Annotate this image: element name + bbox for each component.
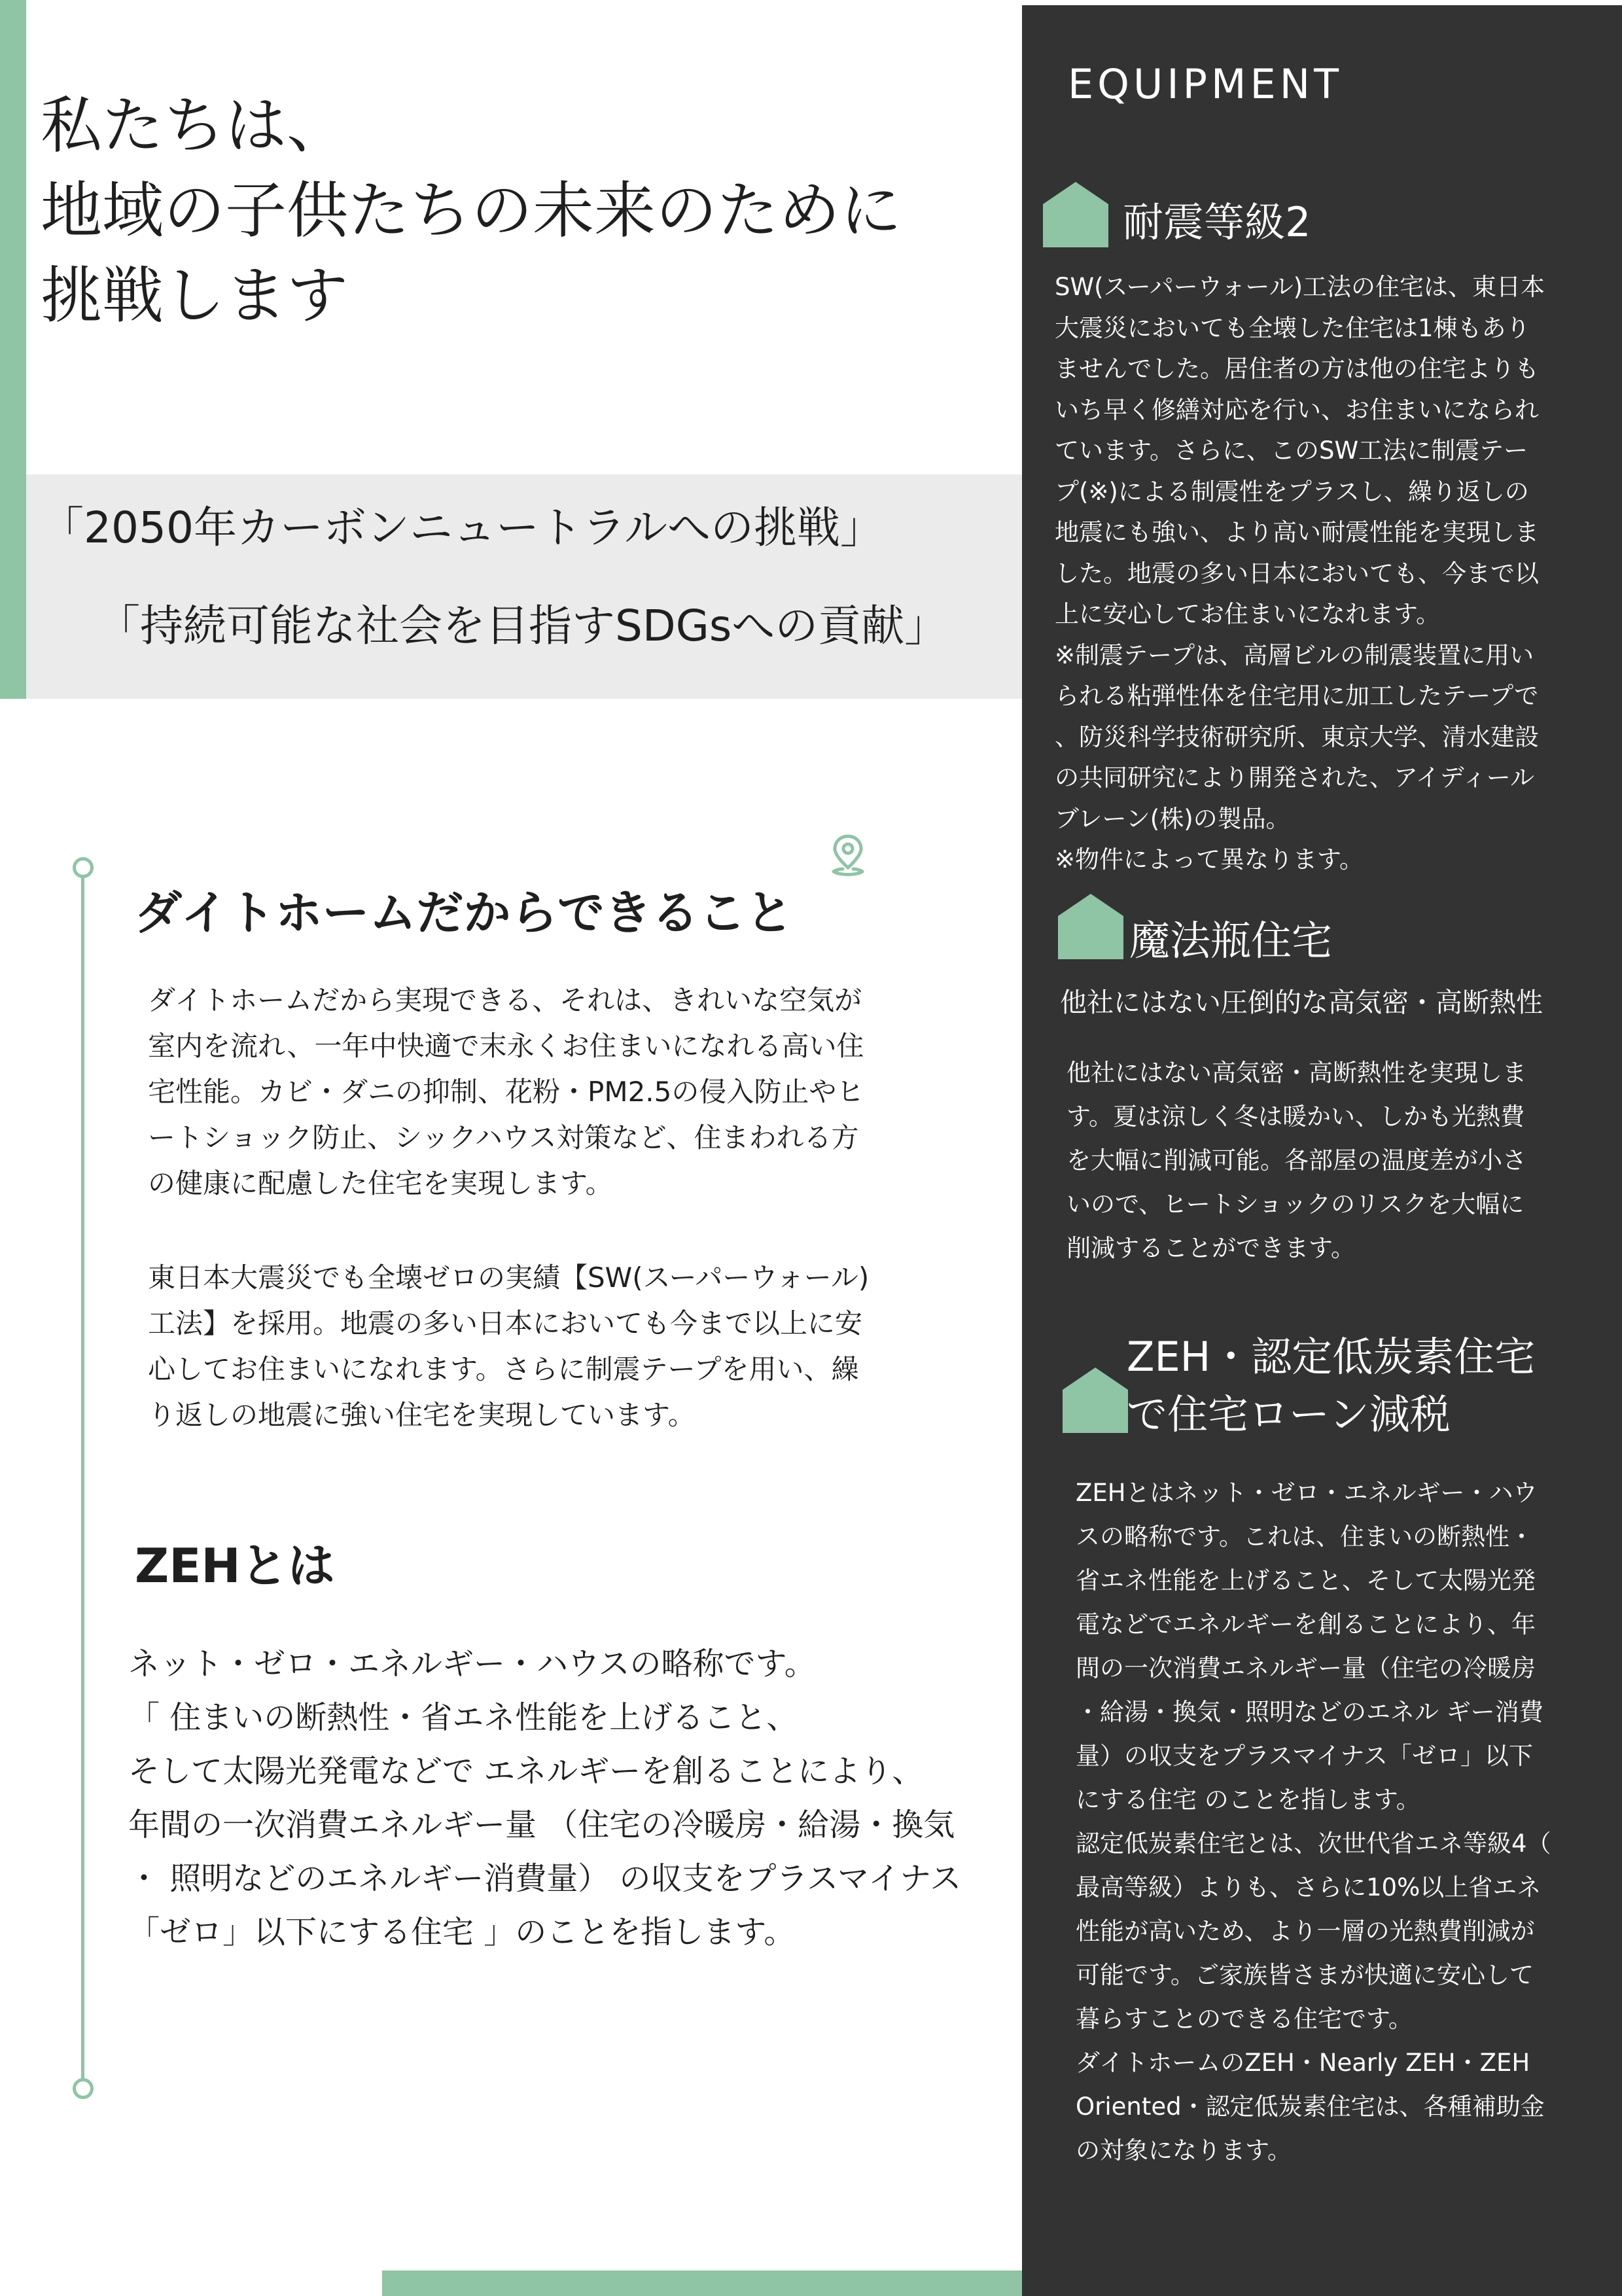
equipment-paragraph-zeh bbox=[1076, 1471, 1551, 2172]
heading-line: で住宅ローン減税 bbox=[1127, 1390, 1451, 1438]
page-title-line: 私たちは、 bbox=[41, 90, 349, 162]
paragraph-line: 量）の収支をプラスマイナス「ゼロ」以下 bbox=[1076, 1742, 1533, 1770]
heading-line: ZEH・認定低炭素住宅 bbox=[1127, 1333, 1536, 1381]
paragraph-line: ZEHとはネット・ゼロ・エネルギー・ハウ bbox=[1076, 1479, 1538, 1507]
paragraph-line: そして太陽光発電などで エネルギーを創ることにより、 bbox=[128, 1753, 924, 1790]
paragraph-line: 可能です。ご家族皆さまが快適に安心して bbox=[1076, 1961, 1534, 1989]
paragraph-line: ブレーン(株)の製品。 bbox=[1055, 804, 1290, 833]
paragraph-line: す。夏は涼しく冬は暖かい、しかも光熱費 bbox=[1067, 1103, 1525, 1131]
page-title bbox=[41, 84, 989, 339]
paragraph-line: にする住宅 のことを指します。 bbox=[1076, 1786, 1420, 1814]
bottom-accent-bar bbox=[382, 2270, 1022, 2296]
paragraph-line: 「ゼロ」以下にする住宅 」のことを指します。 bbox=[128, 1914, 796, 1951]
paragraph-line: プ(※)による制震性をプラスし、繰り返しの bbox=[1055, 477, 1529, 506]
page-title-line: 地域の子供たちの未来のために bbox=[41, 175, 902, 247]
timeline-dot-bottom bbox=[73, 2078, 94, 2099]
paragraph-line: 暮らすことのできる住宅です。 bbox=[1076, 2005, 1413, 2033]
left-accent-bar bbox=[0, 0, 26, 699]
house-icon bbox=[1058, 894, 1123, 959]
section-paragraph-air-quality bbox=[148, 978, 864, 1207]
paragraph-line: り返しの地震に強い住宅を実現しています。 bbox=[148, 1399, 696, 1431]
equipment-paragraph-seismic bbox=[1055, 267, 1545, 881]
page-title-line: 挑戦します bbox=[41, 260, 349, 332]
paragraph-line: 電などでエネルギーを創ることにより、年 bbox=[1076, 1610, 1536, 1638]
paragraph-line: 宅性能。カビ・ダニの抑制、花粉・PM2.5の侵入防止やヒ bbox=[148, 1076, 864, 1108]
equipment-heading-seismic-grade: 耐震等級2 bbox=[1123, 198, 1311, 246]
paragraph-line: 認定低炭素住宅とは、次世代省エネ等級4（ bbox=[1076, 1829, 1551, 1858]
paragraph-line: ませんでした。居住者の方は他の住宅よりも bbox=[1055, 355, 1539, 383]
slogan-sdgs: 「持続可能な社会を目指すSDGsへの貢献」 bbox=[97, 601, 948, 651]
paragraph-line: 年間の一次消費エネルギー量 （住宅の冷暖房・給湯・換気 bbox=[128, 1807, 955, 1843]
paragraph-line: 間の一次消費エネルギー量（住宅の冷暖房 bbox=[1076, 1654, 1536, 1682]
paragraph-line: の共同研究により開発された、アイディール bbox=[1055, 764, 1534, 792]
paragraph-line: 削減することができます。 bbox=[1067, 1234, 1356, 1262]
location-pin-icon bbox=[830, 832, 866, 877]
equipment-heading-zeh-loan bbox=[1127, 1328, 1535, 1443]
paragraph-line: した。地震の多い日本においても、今まで以 bbox=[1055, 559, 1539, 588]
paragraph-line: 省エネ性能を上げること、そして太陽光発 bbox=[1076, 1566, 1536, 1595]
paragraph-line: の対象になります。 bbox=[1076, 2136, 1292, 2164]
paragraph-line: ています。さらに、このSW工法に制震テー bbox=[1055, 436, 1528, 465]
paragraph-line: いので、ヒートショックのリスクを大幅に bbox=[1067, 1190, 1525, 1218]
section-heading-what-we-can-do: ダイトホームだからできること bbox=[135, 885, 793, 940]
paragraph-line: ートショック防止、シックハウス対策など、住まわれる方 bbox=[148, 1122, 859, 1154]
paragraph-line: 性能が高いため、より一層の光熱費削減が bbox=[1076, 1917, 1535, 1945]
paragraph-line: ・給湯・換気・照明などのエネル ギー消費 bbox=[1076, 1698, 1543, 1726]
timeline-dot-top bbox=[73, 857, 94, 878]
paragraph-line: Oriented・認定低炭素住宅は、各種補助金 bbox=[1076, 2093, 1545, 2121]
section-paragraph-earthquake bbox=[148, 1255, 869, 1438]
timeline-line bbox=[81, 877, 84, 2081]
equipment-subheading-insulation: 他社にはない圧倒的な高気密・高断熱性 bbox=[1060, 987, 1543, 1018]
house-icon bbox=[1063, 1368, 1128, 1433]
paragraph-line: 他社にはない高気密・高断熱性を実現しま bbox=[1067, 1059, 1526, 1087]
paragraph-line: を大幅に削減可能。各部屋の温度差が小さ bbox=[1067, 1146, 1526, 1174]
paragraph-line: ダイトホームだから実現できる、それは、きれいな空気が bbox=[148, 984, 862, 1016]
equipment-title: EQUIPMENT bbox=[1068, 60, 1343, 108]
paragraph-line: の健康に配慮した住宅を実現します。 bbox=[148, 1167, 613, 1199]
paragraph-line: 「 住まいの断熱性・省エネ性能を上げること、 bbox=[128, 1699, 798, 1736]
paragraph-line: られる粘弾性体を住宅用に加工したテープで bbox=[1055, 682, 1539, 710]
section-heading-zeh: ZEHとは bbox=[135, 1538, 335, 1593]
paragraph-line: ※物件によって異なります。 bbox=[1055, 845, 1364, 874]
paragraph-line: スの略称です。これは、住まいの断熱性・ bbox=[1076, 1523, 1534, 1551]
slogan-carbon-neutral: 「2050年カーボンニュートラルへの挑戦」 bbox=[41, 503, 883, 553]
paragraph-line: ・ 照明などのエネルギー消費量） の収支をプラスマイナス bbox=[128, 1860, 962, 1897]
section-paragraph-zeh bbox=[128, 1637, 961, 1959]
paragraph-line: ※制震テープは、高層ビルの制震装置に用い bbox=[1055, 641, 1534, 669]
paragraph-line: 地震にも強い、より高い耐震性能を実現しま bbox=[1055, 518, 1539, 546]
paragraph-line: ネット・ゼロ・エネルギー・ハウスの略称です。 bbox=[128, 1646, 816, 1682]
equipment-paragraph-insulation bbox=[1067, 1051, 1526, 1270]
paragraph-line: いち早く修繕対応を行い、お住まいになられ bbox=[1055, 395, 1539, 424]
paragraph-line: 大震災においても全壊した住宅は1棟もあり bbox=[1055, 313, 1530, 342]
paragraph-line: ダイトホームのZEH・Nearly ZEH・ZEH bbox=[1076, 2049, 1530, 2077]
paragraph-line: 、防災科学技術研究所、東京大学、清水建設 bbox=[1055, 722, 1539, 751]
paragraph-line: 室内を流れ、一年中快適で末永くお住まいになれる高い住 bbox=[148, 1030, 864, 1062]
paragraph-line: 心してお住まいになれます。さらに制震テープを用い、繰 bbox=[148, 1353, 859, 1385]
paragraph-line: SW(スーパーウォール)工法の住宅は、東日本 bbox=[1055, 273, 1545, 301]
house-icon bbox=[1043, 182, 1108, 247]
paragraph-line: 工法】を採用。地震の多い日本においても今まで以上に安 bbox=[148, 1307, 863, 1339]
paragraph-line: 上に安心してお住まいになれます。 bbox=[1055, 600, 1441, 628]
paragraph-line: 東日本大震災でも全壊ゼロの実績【SW(スーパーウォール) bbox=[148, 1262, 870, 1294]
equipment-heading-thermos-house: 魔法瓶住宅 bbox=[1129, 917, 1333, 964]
paragraph-line: 最高等級）よりも、さらに10%以上省エネ bbox=[1076, 1873, 1542, 1901]
